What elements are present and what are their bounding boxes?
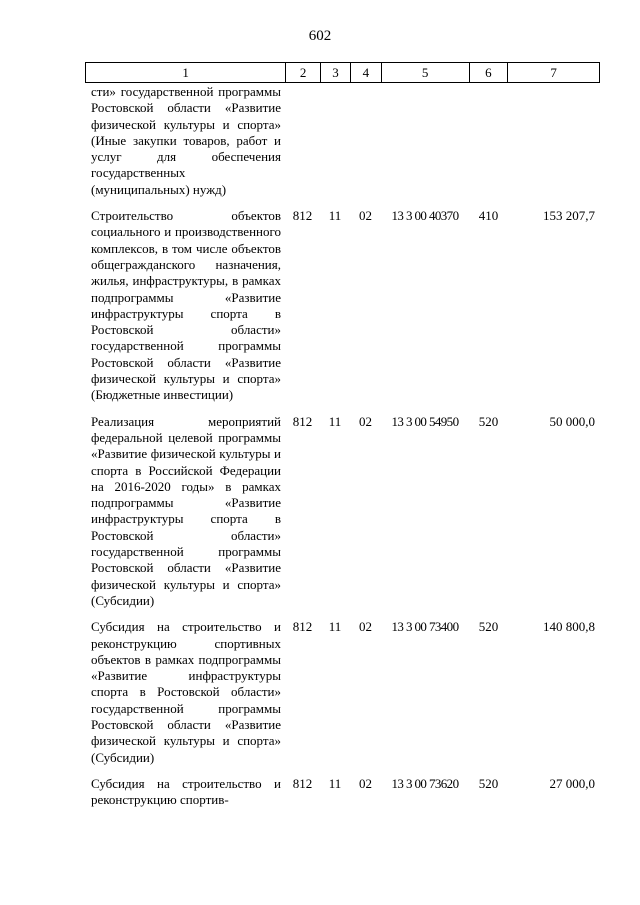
cell-col-5: 13 3 00 73620 <box>391 775 459 791</box>
row-description: Реализация мероприятий федеральной целевой программы «Развитие физической культуры и спорта в Российской Федерации на 2016-2020 годы» в рамках подпрограммы «Развитие инфраструктуры спорта в Ростовской области» государственной программы Ростовской области «Развитие физической культуры и спорта» (Субсидии) <box>91 413 281 608</box>
row-description: Субсидия на строительство и реконструкцию спортив- <box>91 775 281 808</box>
cell-col-4: 02 <box>359 208 372 224</box>
cell-col-7 <box>508 84 600 198</box>
cell-col-2: 812 <box>292 208 313 224</box>
cell-col-3: 11 <box>328 619 342 635</box>
cell-col-5 <box>381 84 469 198</box>
cell-col-2: 812 <box>292 619 313 635</box>
page-number: 602 <box>308 28 332 44</box>
cell-col-6 <box>469 84 508 198</box>
cell-col-3: 11 <box>328 413 342 429</box>
header-col-4: 4 <box>350 63 381 82</box>
cell-col-6: 520 <box>478 775 499 791</box>
cell-col-7: 153 207,7 <box>543 208 595 224</box>
cell-col-5: 13 3 00 40370 <box>391 208 459 224</box>
budget-table <box>85 62 600 808</box>
header-col-2: 2 <box>285 63 320 82</box>
cell-col-2: 812 <box>292 775 313 791</box>
table-row <box>85 84 600 198</box>
cell-col-6: 520 <box>478 413 499 429</box>
cell-col-6: 520 <box>478 619 499 635</box>
cell-col-7: 50 000,0 <box>549 413 595 429</box>
cell-col-4: 02 <box>359 619 372 635</box>
table-header-row <box>85 62 600 83</box>
table-row <box>85 619 600 766</box>
row-description: Строительство объектов социального и производственного комплексов, в том числе объектов общегражданского назначения, жилья, инфраструктуры, в рамках подпрограммы «Развитие инфраструктуры спорта в Ростовской области» государственной программы Ростовской области «Развитие физической культуры и спорта» (Бюджетные инвестиции) <box>91 208 281 403</box>
cell-col-5: 13 3 00 54950 <box>391 413 459 429</box>
cell-col-2 <box>285 84 320 198</box>
cell-col-4 <box>350 84 381 198</box>
cell-col-4: 02 <box>359 413 372 429</box>
cell-col-5: 13 3 00 73400 <box>391 619 459 635</box>
table-row <box>85 208 600 404</box>
header-col-3: 3 <box>320 63 350 82</box>
header-col-7: 7 <box>507 63 599 82</box>
cell-col-3: 11 <box>328 208 342 224</box>
cell-col-6: 410 <box>478 208 499 224</box>
cell-col-7: 27 000,0 <box>549 775 595 791</box>
header-col-6: 6 <box>469 63 508 82</box>
row-description: сти» государственной программы Ростовской области «Развитие физической культуры и спорта» (Иные закупки товаров, работ и услуг для обеспечения государственных (муниципальных) нужд) <box>91 84 281 197</box>
cell-col-3: 11 <box>328 775 342 791</box>
cell-col-3 <box>320 84 350 198</box>
cell-col-4: 02 <box>359 775 372 791</box>
header-col-5: 5 <box>381 63 469 82</box>
row-description: Субсидия на строительство и реконструкцию спортивных объектов в рамках подпрограммы «Развитие инфраструктуры спорта в Ростовской области» государственной программы Ростовской области «Развитие физической культуры и спорта» (Субсидии) <box>91 619 281 765</box>
cell-col-2: 812 <box>292 413 313 429</box>
table-row <box>85 414 600 610</box>
header-col-1: 1 <box>182 65 189 80</box>
table-row <box>85 776 600 809</box>
cell-col-7: 140 800,8 <box>543 619 595 635</box>
